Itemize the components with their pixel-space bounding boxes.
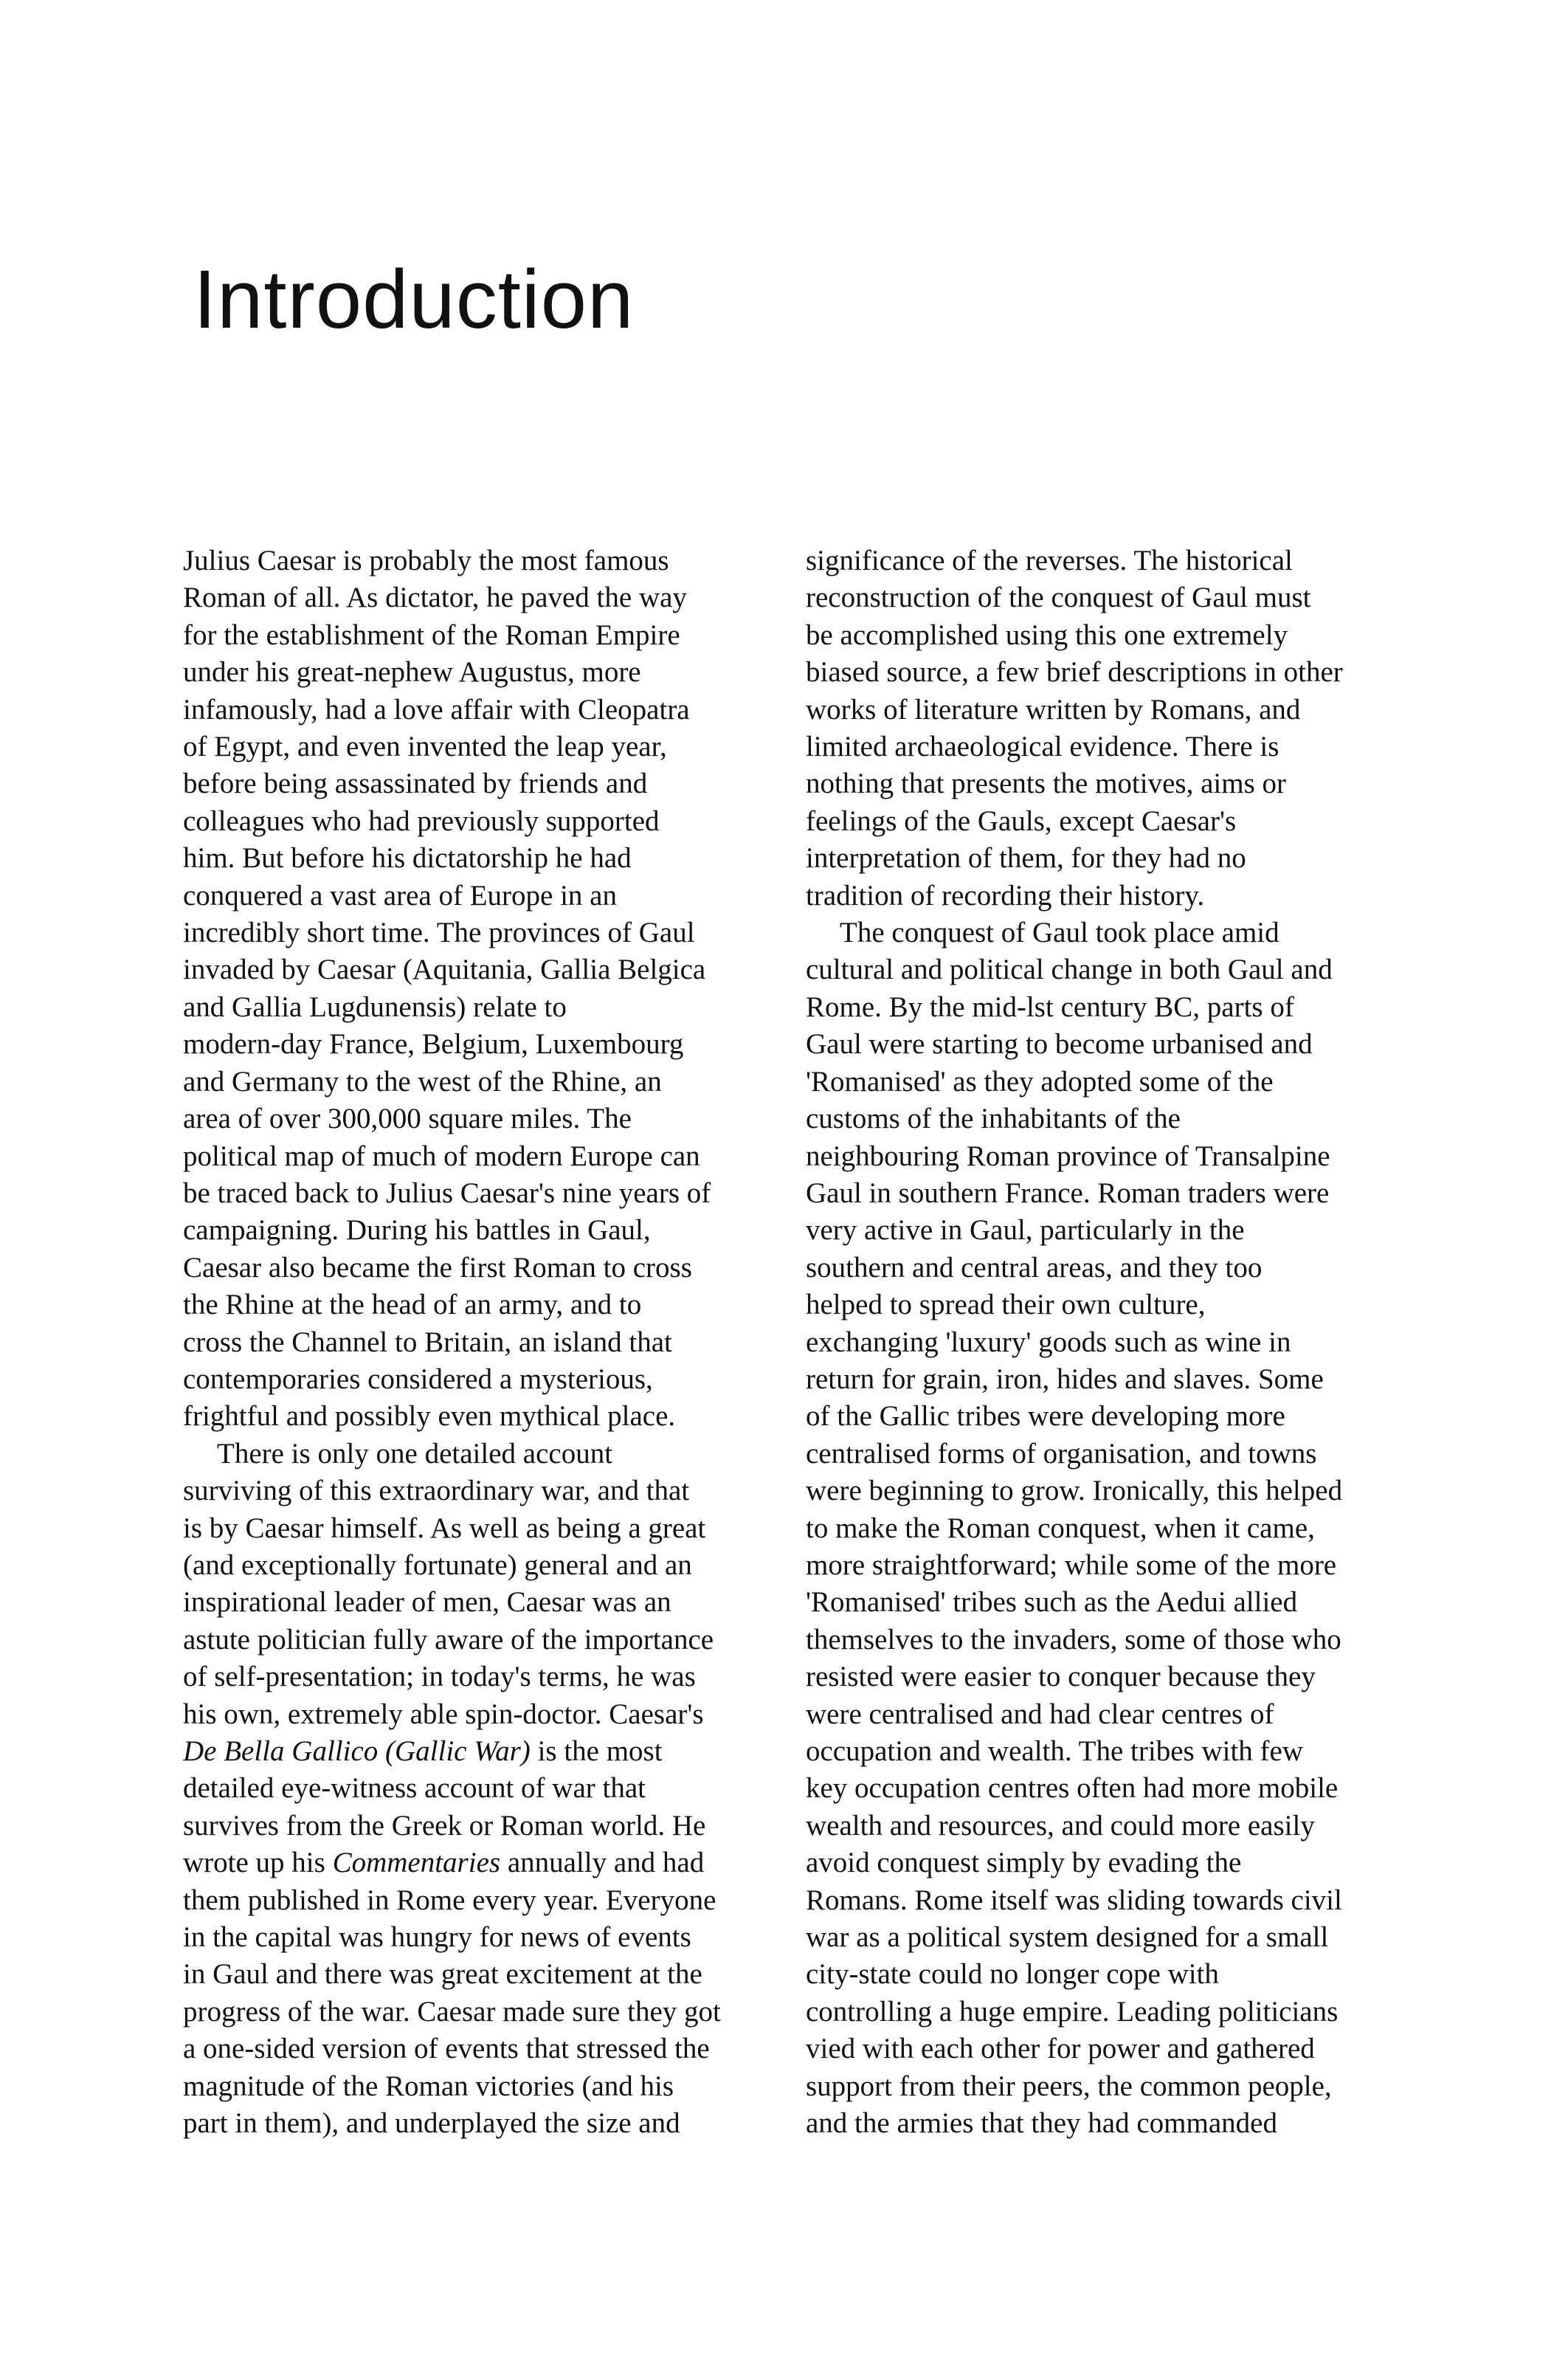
text-column-left — [183, 542, 766, 2142]
text-line: before being assassinated by friends and — [183, 768, 648, 800]
text-line: campaigning. During his battles in Gaul, — [183, 1214, 651, 1247]
text-line: inspirational leader of men, Caesar was an — [183, 1586, 671, 1619]
text-fragment: annually and had — [500, 1847, 705, 1879]
text-line: the Rhine at the head of an army, and to — [183, 1289, 642, 1321]
text-line: invaded by Caesar (Aquitania, Gallia Belgica — [183, 954, 706, 986]
text-line: more straightforward; while some of the more — [806, 1549, 1337, 1581]
text-line: political map of much of modern Europe can — [183, 1140, 700, 1172]
text-line: tradition of recording their history. — [806, 879, 1205, 912]
text-line: wealth and resources, and could more easily — [806, 1809, 1315, 1842]
text-line: feelings of the Gauls, except Caesar's — [806, 805, 1237, 837]
text-line: themselves to the invaders, some of those who — [806, 1623, 1341, 1656]
text-line: war as a political system designed for a small — [806, 1921, 1329, 1954]
text-line: incredibly short time. The provinces of Gaul — [183, 917, 695, 949]
text-line: astute politician fully aware of the importance — [183, 1623, 714, 1656]
book-title-italic: De Bella Gallico (Gallic War) — [183, 1735, 531, 1767]
text-line: Romans. Rome itself was sliding towards civil — [806, 1884, 1342, 1916]
text-line: colleagues who had previously supported — [183, 805, 660, 837]
text-line-mixed — [183, 1844, 766, 1881]
text-line: for the establishment of the Roman Empire — [183, 619, 680, 651]
text-line: support from their peers, the common people, — [806, 2070, 1332, 2102]
text-line: his own, extremely able spin-doctor. Caesar's — [183, 1698, 704, 1730]
text-line: key occupation centres often had more mobile — [806, 1772, 1339, 1805]
text-fragment: wrote up his — [183, 1847, 333, 1879]
text-line: reconstruction of the conquest of Gaul must — [806, 582, 1311, 614]
text-line: resisted were easier to conquer because they — [806, 1661, 1316, 1693]
text-line: be accomplished using this one extremely — [806, 619, 1288, 651]
text-line: surviving of this extraordinary war, and that — [183, 1475, 690, 1507]
text-line: exchanging 'luxury' goods such as wine in — [806, 1326, 1291, 1358]
text-line: customs of the inhabitants of the — [806, 1103, 1181, 1135]
page-title: Introduction — [193, 253, 635, 345]
text-line: and Germany to the west of the Rhine, an — [183, 1065, 662, 1098]
text-line: Julius Caesar is probably the most famous — [183, 545, 669, 576]
text-line: and the armies that they had commanded — [806, 2107, 1277, 2140]
text-line: Roman of all. As dictator, he paved the way — [183, 582, 687, 614]
text-line: contemporaries considered a mysterious, — [183, 1363, 653, 1395]
text-line: controlling a huge empire. Leading politicians — [806, 1995, 1339, 2028]
text-line: be traced back to Julius Caesar's nine years of — [183, 1177, 711, 1209]
text-line: infamously, had a love affair with Cleopatra — [183, 693, 690, 726]
text-line: a one-sided version of events that stressed the — [183, 2033, 710, 2065]
text-line: limited archaeological evidence. There is — [806, 731, 1279, 763]
text-line: occupation and wealth. The tribes with few — [806, 1735, 1303, 1767]
text-fragment: is the most — [530, 1735, 663, 1767]
text-line: (and exceptionally fortunate) general and an — [183, 1549, 692, 1581]
text-line: them published in Rome every year. Everyone — [183, 1884, 716, 1916]
text-line: cross the Channel to Britain, an island that — [183, 1326, 672, 1358]
text-line: works of literature written by Romans, and — [806, 693, 1301, 726]
text-line: southern and central areas, and they too — [806, 1251, 1263, 1284]
text-line: in Gaul and there was great excitement at the — [183, 1958, 702, 1991]
text-line: vied with each other for power and gathered — [806, 2033, 1315, 2065]
text-line: progress of the war. Caesar made sure they got — [183, 1995, 721, 2028]
text-line: helped to spread their own culture, — [806, 1289, 1206, 1321]
text-line: Gaul in southern France. Roman traders were — [806, 1177, 1330, 1209]
text-line: and Gallia Lugdunensis) relate to — [183, 991, 567, 1023]
text-line: frightful and possibly even mythical place. — [183, 1400, 676, 1433]
text-line: under his great-nephew Augustus, more — [183, 656, 641, 689]
text-line: is by Caesar himself. As well as being a great — [183, 1512, 706, 1544]
text-line: were beginning to grow. Ironically, this helped — [806, 1475, 1343, 1507]
text-line: cultural and political change in both Gaul and — [806, 954, 1333, 986]
text-line: city-state could no longer cope with — [806, 1958, 1219, 1991]
text-line: 'Romanised' as they adopted some of the — [806, 1065, 1274, 1098]
text-line: Caesar also became the first Roman to cross — [183, 1251, 692, 1284]
book-title-italic: Commentaries — [332, 1847, 501, 1879]
text-line: modern-day France, Belgium, Luxembourg — [183, 1028, 684, 1061]
text-line: of the Gallic tribes were developing more — [806, 1400, 1285, 1433]
text-line: conquered a vast area of Europe in an — [183, 879, 617, 912]
text-line: interpretation of them, for they had no — [806, 842, 1246, 875]
text-line: to make the Roman conquest, when it came, — [806, 1512, 1315, 1544]
text-line: significance of the reverses. The historical — [806, 545, 1293, 576]
text-line: of Egypt, and even invented the leap year, — [183, 731, 667, 763]
text-line: return for grain, iron, hides and slaves. Some — [806, 1363, 1324, 1395]
text-line: of self-presentation; in today's terms, he was — [183, 1661, 696, 1693]
text-line: area of over 300,000 square miles. The — [183, 1103, 632, 1135]
text-line: magnitude of the Roman victories (and his — [183, 2070, 674, 2102]
text-line: neighbouring Roman province of Transalpine — [806, 1140, 1330, 1172]
text-line: survives from the Greek or Roman world. He — [183, 1809, 706, 1842]
text-column-right — [806, 542, 1392, 2142]
text-line: biased source, a few brief descriptions in other — [806, 656, 1343, 689]
text-line: detailed eye-witness account of war that — [183, 1772, 646, 1805]
text-line: 'Romanised' tribes such as the Aedui allied — [806, 1586, 1298, 1619]
text-line: Rome. By the mid-lst century BC, parts of — [806, 991, 1294, 1023]
text-line: were centralised and had clear centres of — [806, 1698, 1274, 1730]
text-line: very active in Gaul, particularly in the — [806, 1214, 1245, 1247]
text-line: part in them), and underplayed the size and — [183, 2107, 680, 2140]
text-line: Gaul were starting to become urbanised and — [806, 1028, 1313, 1061]
text-line: in the capital was hungry for news of events — [183, 1921, 691, 1954]
paragraph-first-line: The conquest of Gaul took place amid — [840, 917, 1279, 949]
text-line-mixed — [183, 1733, 766, 1770]
text-line: nothing that presents the motives, aims or — [806, 768, 1286, 800]
text-line: centralised forms of organisation, and towns — [806, 1437, 1317, 1470]
paragraph-first-line: There is only one detailed account — [217, 1437, 613, 1470]
text-line: avoid conquest simply by evading the — [806, 1847, 1242, 1879]
text-line: him. But before his dictatorship he had — [183, 842, 632, 875]
